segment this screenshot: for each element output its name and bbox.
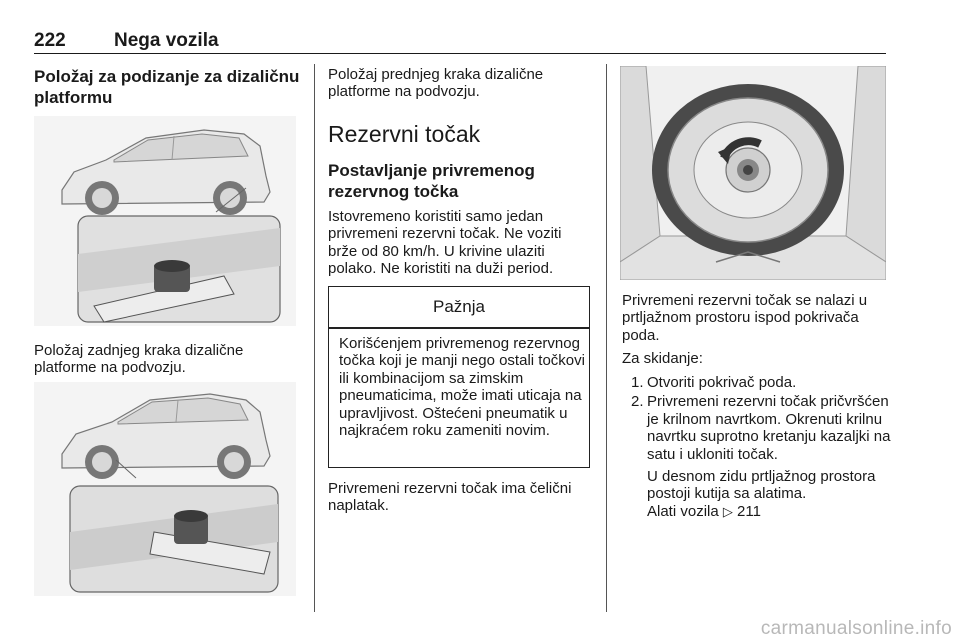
step-subtext [647,468,892,520]
header-rule [34,53,886,54]
list-item [622,374,892,391]
watermark: carmanualsonline.info [760,618,952,639]
notice-rule [329,327,589,329]
steel-rim-note: Privremeni rezervni točak ima čelični naplatak. [328,480,572,515]
notice-body: Korišćenjem privremenog rezervnog točka koji je manji nego ostali točkovi ili kombinacijom sa zimskim pneumaticima, može imati uticaja na upravljivost. Oštećeni pneumatik u najkraćem roku zameniti novim. [339,335,585,440]
toolbox-note: U desnom zidu prtljažnog prostora postoji kutija sa alatima. [647,468,876,503]
notice-title: Pažnja [433,297,485,316]
tools-reference-label: Alati vozila [647,502,719,520]
step-number: 2. [631,393,644,411]
chapter-title: Nega vozila [114,30,219,51]
spare-intro-text: Istovremeno koristiti samo jedan privremeni rezervni točak. Ne voziti brže od 80 km/h. U krivine ulaziti polako. Ne koristiti na duži period. [328,208,562,278]
step-text: Privremeni rezervni točak pričvršćen je krilnom navrtkom. Okrenuti krilnu navrtku suprotno kretanju kazaljki na satu i ukloniti točak. [647,393,891,463]
column-divider-2 [606,64,607,612]
step-text: Otvoriti pokrivač poda. [647,374,797,391]
front-lift-figure [34,116,296,326]
rear-lift-caption: Položaj zadnjeg kraka dizalične platforme na podvozju. [34,342,244,377]
notice-box [328,286,590,468]
front-lift-illustration [34,116,296,326]
removal-label: Za skidanje: [622,350,703,367]
tools-reference-page[interactable]: 211 [737,502,761,520]
spare-location-text: Privremeni rezervni točak se nalazi u prtljažnom prostoru ispod pokrivača poda. [622,292,868,344]
rear-lift-illustration [34,382,296,596]
page-header [34,30,886,54]
removal-steps-list [622,374,892,522]
step-number: 1. [631,374,644,391]
spare-wheel-title: Rezervni točak [328,121,481,147]
front-lift-caption: Položaj prednjeg kraka dizalične platforme na podvozju. [328,66,544,101]
column-divider-1 [314,64,315,612]
page-number: 222 [34,30,66,51]
spare-wheel-figure [620,66,886,280]
lift-position-heading: Položaj za podizanje za dizaličnu platformu [34,67,300,107]
rear-lift-figure [34,382,296,596]
list-item [622,393,892,520]
triangle-right-icon: ▷ [722,503,733,519]
temporary-spare-subtitle: Postavljanje privremenog rezervnog točka [328,161,535,201]
spare-wheel-illustration [620,66,886,280]
